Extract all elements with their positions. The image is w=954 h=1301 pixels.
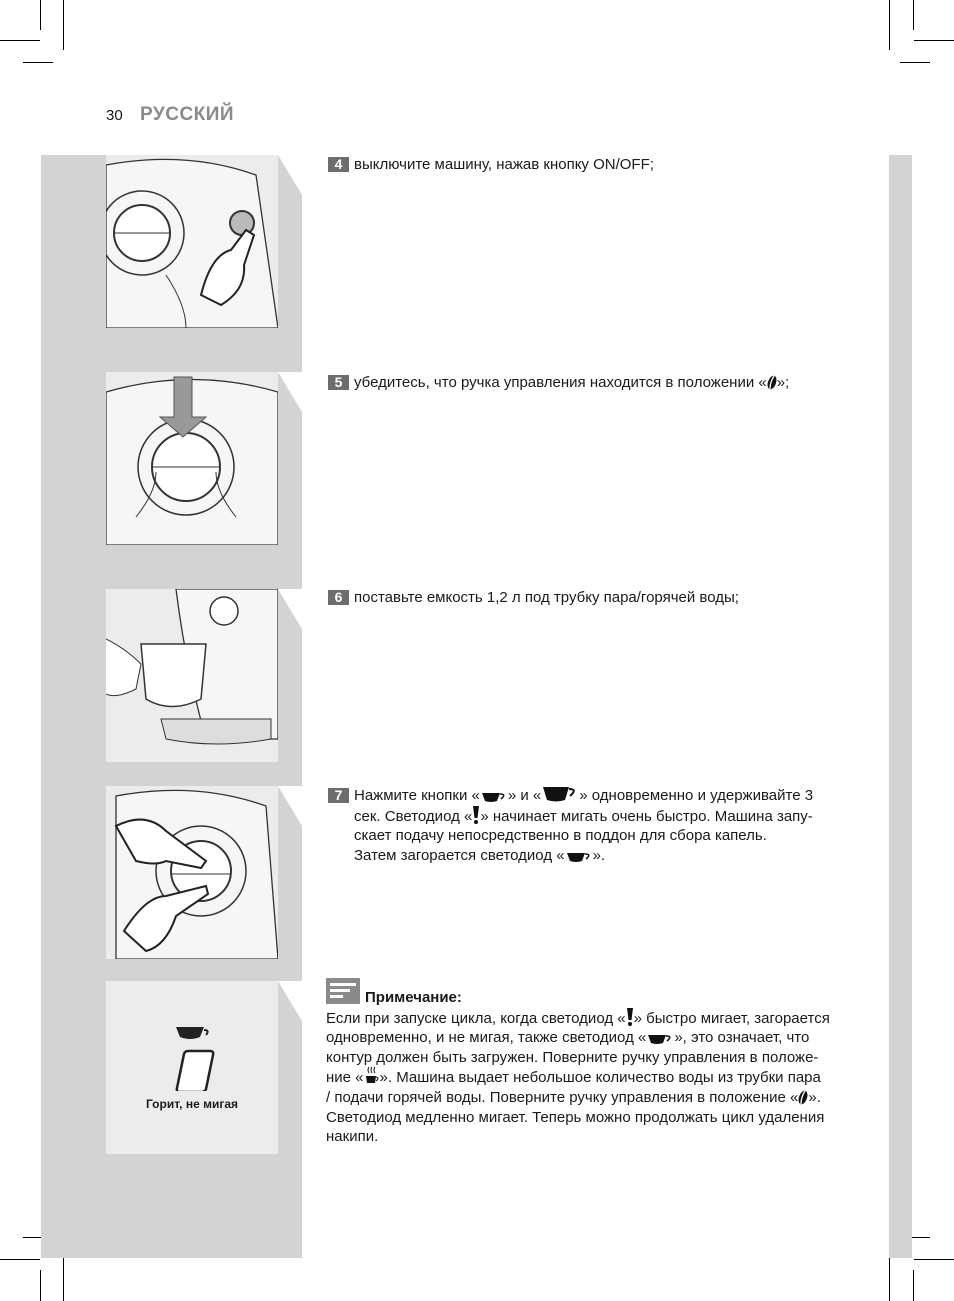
step-number: 6 <box>328 590 349 605</box>
illustration-container-under-steam-wand <box>106 589 278 762</box>
crop-mark <box>40 1270 41 1301</box>
section-language: РУССКИЙ <box>140 104 235 125</box>
crop-mark <box>0 40 40 41</box>
note-icon <box>326 978 360 1004</box>
note-block <box>326 978 856 1147</box>
crop-mark <box>913 0 914 30</box>
one-cup-icon <box>480 789 508 803</box>
crop-mark <box>63 0 64 50</box>
illustration-power-button <box>106 155 278 328</box>
crop-mark <box>914 40 954 41</box>
note-title: Примечание: <box>365 989 462 1006</box>
note-text: Если при запуске цикла, когда светодиод « <box>326 1009 626 1027</box>
crop-mark <box>900 62 930 63</box>
illustration-led-on-steady <box>106 981 278 1154</box>
step-text: » начинает мигать очень быстро. Машина запу- <box>480 807 813 825</box>
one-cup-icon <box>646 1031 674 1045</box>
note-text: / подачи горячей воды. Поверните ручку управления в положение « <box>326 1088 799 1106</box>
step-text: ». <box>592 846 606 864</box>
note-text: ние « <box>326 1069 364 1087</box>
one-cup-icon <box>565 849 593 863</box>
step-number: 5 <box>328 375 349 390</box>
note-text: Светодиод медленно мигает. Теперь можно продолжать цикл удаления <box>326 1108 825 1126</box>
coffee-bean-icon <box>767 375 777 390</box>
illustration-control-knob <box>106 372 278 545</box>
page-number: 30 <box>106 107 123 124</box>
note-text: », это означает, что <box>674 1029 810 1047</box>
illustration-label: Горит, не мигая <box>145 1097 239 1111</box>
step-6 <box>328 588 858 608</box>
coffee-bean-icon <box>798 1090 808 1105</box>
step-text: Нажмите кнопки « <box>354 787 480 804</box>
step-5 <box>328 373 858 393</box>
two-cups-icon <box>541 785 579 803</box>
step-7 <box>328 785 858 865</box>
step-text: скает подачу непосредственно в поддон для сбора капель. <box>354 827 767 845</box>
crop-mark <box>889 0 890 50</box>
step-text: » и « <box>507 787 542 804</box>
side-strip <box>889 155 912 1258</box>
crop-mark <box>23 62 53 63</box>
step-text: сек. Светодиод « <box>354 807 473 825</box>
note-text: накипи. <box>326 1128 379 1146</box>
step-text: поставьте емкость 1,2 л под трубку пара/горячей воды; <box>354 589 739 606</box>
step-text: выключите машину, нажав кнопку ON/OFF; <box>354 156 654 173</box>
crop-mark <box>914 1259 954 1260</box>
crop-mark <box>40 0 41 30</box>
step-text: Затем загорается светодиод « <box>354 846 565 864</box>
illustration-press-two-buttons <box>106 786 278 959</box>
crop-mark <box>913 1270 914 1301</box>
step-text: убедитесь, что ручка управления находится в положении « <box>354 374 767 391</box>
step-text: » одновременно и удерживайте 3 <box>579 787 814 804</box>
step-number: 7 <box>328 788 349 803</box>
note-text: » быстро мигает, загорается <box>633 1009 830 1027</box>
step-4 <box>328 155 858 175</box>
warning-exclamation-icon <box>626 1008 634 1026</box>
step-number: 4 <box>328 157 349 172</box>
hot-water-icon <box>364 1067 380 1085</box>
note-text: контур должен быть загружен. Поверните ручку управления в положе- <box>326 1048 819 1066</box>
note-text: ». Машина выдает небольшое количество воды из трубки пара <box>379 1069 821 1087</box>
note-text: одновременно, и не мигая, также светодиод « <box>326 1029 647 1047</box>
step-text: »; <box>776 374 790 391</box>
note-text: ». <box>808 1088 821 1106</box>
crop-mark <box>0 1259 40 1260</box>
